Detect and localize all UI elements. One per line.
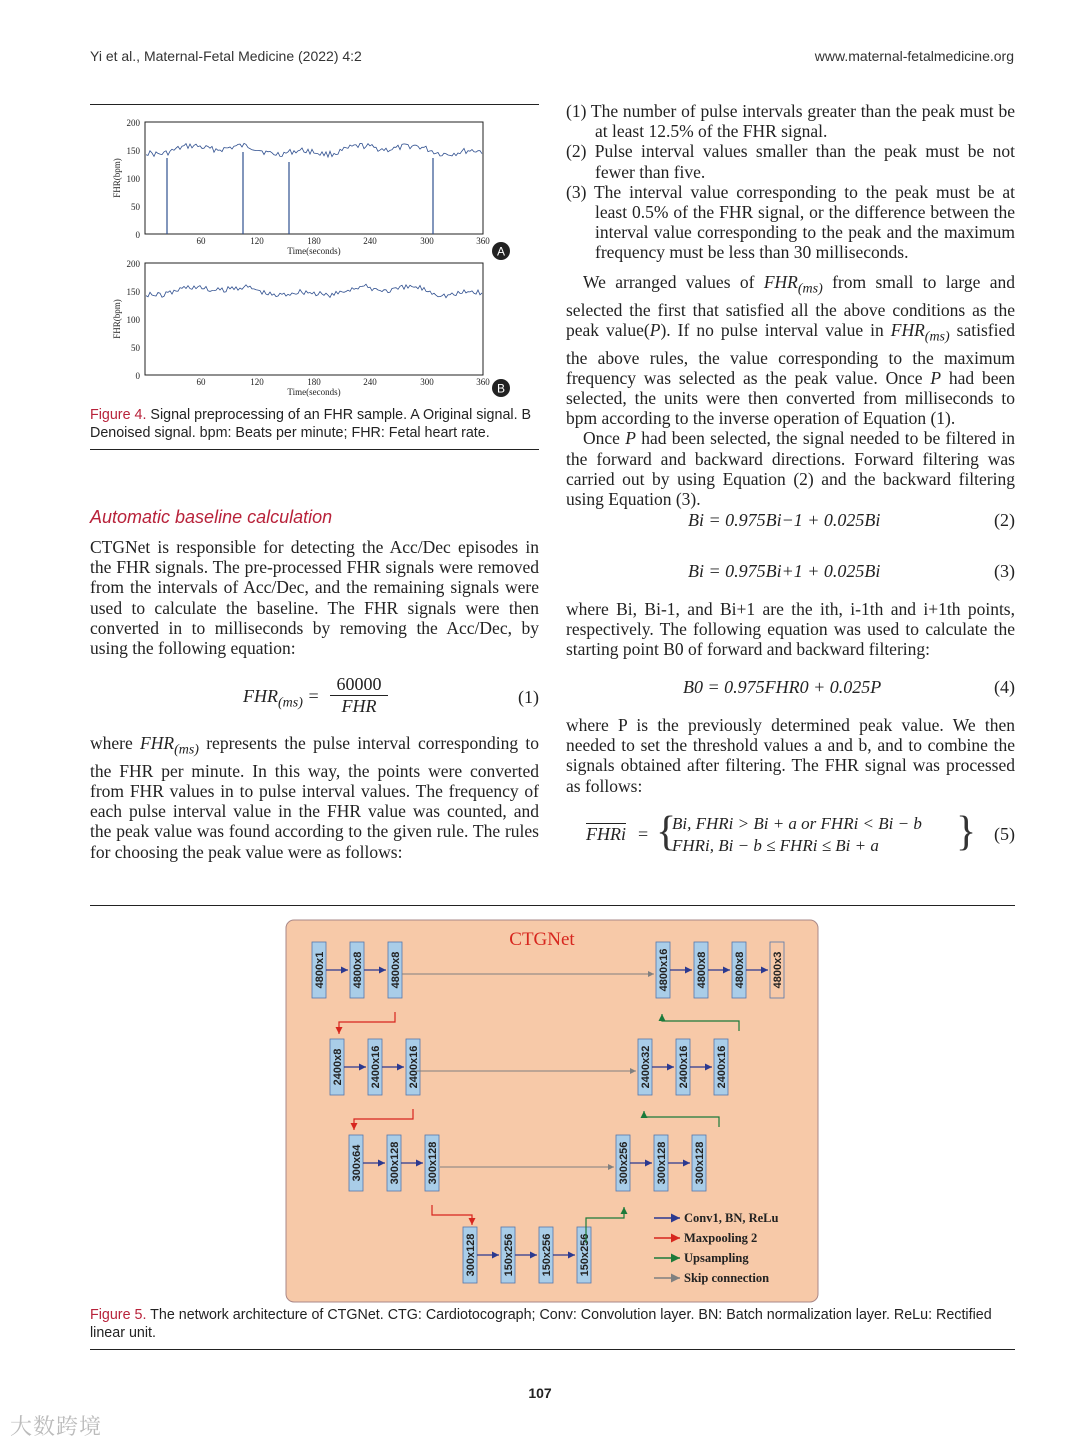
ya-tick-50: 50 — [131, 202, 140, 212]
xb-tick-120: 120 — [250, 377, 264, 387]
rules-list — [566, 101, 1015, 263]
right-paragraph-2: Once P had been selected, the signal needed to be filtered in the forward and backward directions. Forward filtering was carried out by using Equation (2) and the backward filtering using Equation (3). — [566, 428, 1015, 510]
eq1-numerator: 60000 — [330, 674, 388, 696]
figure4-plots — [90, 112, 530, 402]
legend-conv: Conv1, BN, ReLu — [684, 1211, 779, 1225]
eq5-line2: FHRi, Bi − b ≤ FHRi ≤ Bi + a — [672, 836, 879, 855]
figure5-bottom-rule — [90, 1349, 1015, 1350]
figure4-caption-label: Figure 4. — [90, 407, 147, 423]
lp2-fhr: FHR — [140, 733, 175, 753]
layer-block-label: 300x128 — [465, 1233, 477, 1277]
figure5-ctgnet-diagram — [282, 918, 824, 1308]
yb-tick-100: 100 — [126, 315, 140, 325]
xb-tick-240: 240 — [363, 377, 377, 387]
diagram-title: CTGNet — [509, 929, 575, 950]
layer-block-label: 4800x8 — [390, 951, 402, 989]
right-paragraph-1: We arranged values of $FHR_{(ms)}$ from small to large and selected the first that satisfied all the above conditions as the peak value(P). If no pulse interval value in $FHR_{(ms)}$ satisfied the above rules, the value corresponding to the maximum frequency was selected as the peak value. Once P had been selected, the units were then converted from milliseconds to bpm according to the inverse operation of Equation (1). Once P had been selected, the signal needed to be filtered in the forward and backward directions. Forward filtering was carried out by using Equation (2) and the backward filtering using Equation (3). — [566, 272, 1015, 510]
xb-tick-60: 60 — [196, 377, 206, 387]
legend-upsampling: Upsampling — [684, 1251, 749, 1265]
running-header-url[interactable]: www.maternal-fetalmedicine.org — [814, 48, 1014, 64]
figure5-caption — [90, 1306, 1015, 1342]
signal-denoised-line — [146, 284, 482, 298]
rule-1: (1) The number of pulse intervals greater than the peak must be at least 12.5% of the FHR signal. — [566, 101, 1015, 142]
layer-block-label: 2400x16 — [716, 1045, 728, 1089]
figure5-caption-text: The network architecture of CTGNet. CTG: Cardiotocograph; Conv: Convolution layer. BN: Batch normalization layer. ReLu: Rectified linear unit. — [90, 1307, 992, 1341]
eq2-number: (2) — [994, 510, 1015, 530]
xa-tick-60: 60 — [196, 236, 206, 246]
yb-label: FHR(bpm) — [112, 299, 122, 339]
layer-block-label: 300x256 — [618, 1141, 630, 1185]
equation-1: $FHR_{(ms)}$ = 60000 FHR (1) — [243, 674, 539, 716]
layer-block-label: 4800x16 — [658, 948, 670, 992]
xb-tick-360: 360 — [476, 377, 490, 387]
xa-tick-300: 300 — [420, 236, 434, 246]
rule-3: (3) The interval value corresponding to the peak must be at least 0.5% of the FHR signal, or the difference between the interval value corresponding to the peak and the maximum frequency must be less than 30 milliseconds. — [566, 181, 1015, 263]
left-paragraph-1: CTGNet is responsible for detecting the Acc/Dec episodes in the FHR signals. The pre-processed FHR signals were removed from the intervals of Acc/Dec, and the remaining signals were used to calculate the baseline. The FHR signals were then converted in to milliseconds by removing the Acc/Dec, by using the following equation: — [90, 537, 539, 659]
page-number: 107 — [528, 1385, 552, 1401]
ya-label: FHR(bpm) — [112, 158, 122, 198]
xb-label: Time(seconds) — [287, 387, 341, 397]
layer-block-label: 2400x32 — [640, 1045, 652, 1089]
right-paragraph-3: where Bi, Bi-1, and Bi+1 are the ith, i-1th and i+1th points, respectively. The following equation was used to calculate the starting point B0 of forward and backward filtering: — [566, 599, 1015, 660]
lp2-pre: where — [90, 733, 141, 753]
right-paragraph-4: where P is the previously determined peak value. We then needed to set the threshold values a and b, and to combine the signals obtained after filtering. The FHR signal was processed as follows: — [566, 715, 1015, 796]
yb-tick-150: 150 — [126, 287, 140, 297]
layer-block-label: 2400x16 — [370, 1045, 382, 1089]
rule-2: (2) Pulse interval values smaller than the peak must be not fewer than five. — [566, 141, 1015, 182]
legend-maxpool: Maxpooling 2 — [684, 1231, 758, 1245]
yb-tick-0: 0 — [135, 371, 140, 381]
figure4-bottom-rule — [90, 449, 539, 450]
layer-block-label: 2400x8 — [332, 1048, 344, 1086]
yb-tick-200: 200 — [126, 259, 140, 269]
eq3-number: (3) — [994, 561, 1015, 581]
figure4-top-rule — [90, 104, 539, 105]
layer-block-label: 300x128 — [389, 1141, 401, 1185]
running-header-citation: Yi et al., Maternal-Fetal Medicine (2022) 4:2 — [90, 48, 362, 64]
watermark-logo: 大数跨境 — [10, 1414, 103, 1439]
equation-5: FHRi = { Bi, FHRi > Bi + a or FHRi < Bi − b FHRi, Bi − b ≤ FHRi ≤ Bi + a } (5) — [586, 809, 1015, 855]
xa-tick-120: 120 — [250, 236, 264, 246]
layer-block-label: 4800x8 — [352, 951, 364, 989]
layer-block-label: 150x256 — [503, 1233, 515, 1277]
layer-block-label: 4800x8 — [734, 951, 746, 989]
eq2-text: Bi = 0.975Bi−1 + 0.025Bi — [688, 510, 881, 530]
xa-tick-240: 240 — [363, 236, 377, 246]
panel-a-letter: A — [496, 244, 506, 259]
layer-block-label: 2400x16 — [408, 1045, 420, 1089]
panel-a-frame — [145, 122, 483, 234]
lp2-post: represents the pulse interval corresponding to the FHR per minute. In this way, the points were converted from FHR values in to pulse interval values. The frequency of each pulse interval value in the FHR value was counted, and the peak value was found according to the given rule. The rules for choosing the peak value were as follows: — [90, 733, 539, 862]
panel-b-frame — [145, 263, 483, 375]
layer-block-label: 300x128 — [427, 1141, 439, 1185]
figure4-caption — [90, 406, 540, 442]
xa-label: Time(seconds) — [287, 246, 341, 256]
layer-block-label: 150x256 — [579, 1233, 591, 1277]
eq1-sub: (ms) — [278, 695, 303, 711]
layer-block-label: 4800x8 — [696, 951, 708, 989]
ya-tick-0: 0 — [135, 230, 140, 240]
section-heading: Automatic baseline calculation — [90, 507, 333, 527]
layer-block-label: 300x128 — [694, 1141, 706, 1185]
figure4-caption-text: Signal preprocessing of an FHR sample. A Original signal. B Denoised signal. bpm: Beats per minute; FHR: Fetal heart rate. — [90, 407, 532, 441]
figure5-caption-label: Figure 5. — [90, 1307, 147, 1323]
figure5-top-rule — [90, 905, 1015, 906]
layer-block-label: 4800x1 — [314, 951, 326, 989]
eq1-denominator: FHR — [341, 696, 377, 716]
xa-tick-180: 180 — [307, 236, 321, 246]
xa-tick-360: 360 — [476, 236, 490, 246]
layer-block-label: 300x64 — [351, 1144, 363, 1182]
eq5-number: (5) — [994, 824, 1015, 844]
eq3-text: Bi = 0.975Bi+1 + 0.025Bi — [688, 561, 881, 581]
eq5-lhs: FHRi — [586, 824, 626, 844]
eq4-text: B0 = 0.975FHR0 + 0.025P — [683, 677, 882, 697]
layer-block-label: 150x256 — [541, 1233, 553, 1277]
signal-original-line — [146, 143, 482, 157]
xb-tick-180: 180 — [307, 377, 321, 387]
legend-skip: Skip connection — [684, 1271, 770, 1285]
eq1-number: (1) — [518, 687, 539, 707]
layer-block-label: 4800x3 — [772, 951, 784, 989]
xb-tick-300: 300 — [420, 377, 434, 387]
layer-block-label: 300x128 — [656, 1141, 668, 1185]
ya-tick-150: 150 — [126, 146, 140, 156]
panel-b-letter: B — [496, 381, 506, 396]
ya-tick-200: 200 — [126, 118, 140, 128]
ya-tick-100: 100 — [126, 174, 140, 184]
layer-block-label: 2400x16 — [678, 1045, 690, 1089]
lp2-sub: (ms) — [174, 742, 199, 758]
eq4-number: (4) — [994, 677, 1015, 697]
eq1-lhs: FHR — [243, 686, 278, 706]
left-paragraph-2 — [90, 733, 539, 862]
yb-tick-50: 50 — [131, 343, 140, 353]
eq5-line1: Bi, FHRi > Bi + a or FHRi < Bi − b — [672, 814, 922, 833]
